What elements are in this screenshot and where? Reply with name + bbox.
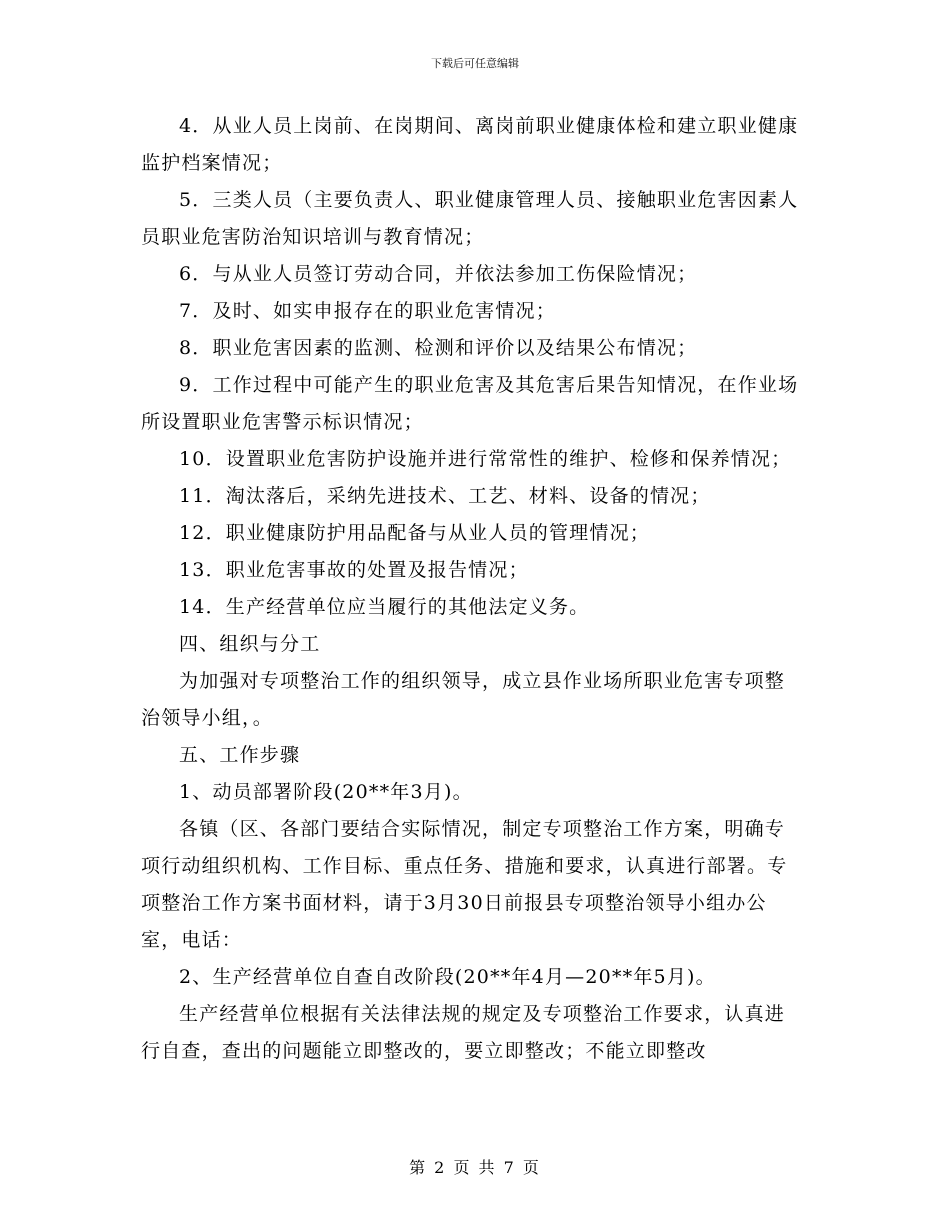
step-heading-1: 1、动员部署阶段(20**年3月)。 [179,781,473,803]
paragraph-item-5: 5．三类人员（主要负责人、职业健康管理人员、接触职业危害因素人员职业危害防治知识培训与教育情况； [141,189,799,248]
paragraph-item-8: 8．职业危害因素的监测、检测和评价以及结果公布情况； [179,337,698,359]
paragraph-item-14: 14．生产经营单位应当履行的其他法定义务。 [179,596,590,618]
paragraph-organization: 为加强对专项整治工作的组织领导，成立县作业场所职业危害专项整治领导小组，。 [141,670,786,729]
paragraph-item-10: 10．设置职业危害防护设施并进行常常性的维护、检修和保养情况； [179,448,792,470]
step-heading-2: 2、生产经营单位自查自改阶段(20**年4月—20**年5月)。 [179,966,716,988]
paragraph-item-4: 4．从业人员上岗前、在岗期间、离岗前职业健康体检和建立职业健康监护档案情况； [141,115,799,174]
paragraph-item-11: 11．淘汰落后，采纳先进技术、工艺、材料、设备的情况； [179,485,711,507]
document-body [141,108,801,1070]
paragraph-item-6: 6．与从业人员签订劳动合同，并依法参加工伤保险情况； [179,263,698,285]
paragraph-step-1: 各镇（区、各部门要结合实际情况，制定专项整治工作方案，明确专项行动组织机构、工作目标、重点任务、措施和要求，认真进行部署。专项整治工作方案书面材料，请于3月30日前报县专项整治领导小组办公室，电话： [141,818,788,951]
paragraph-item-12: 12．职业健康防护用品配备与从业人员的管理情况； [179,522,650,544]
paragraph-step-2: 生产经营单位根据有关法律法规的规定及专项整治工作要求，认真进行自查，查出的问题能立即整改的，要立即整改；不能立即整改 [141,1003,786,1062]
paragraph-item-7: 7．及时、如实申报存在的职业危害情况； [179,300,556,322]
paragraph-item-13: 13．职业危害事故的处置及报告情况； [179,559,529,581]
page-header: 下载后可任意编辑 [431,57,519,70]
section-heading-steps: 五、工作步骤 [179,744,301,766]
paragraph-item-9: 9．工作过程中可能产生的职业危害及其危害后果告知情况，在作业场所设置职业危害警示标识情况； [141,374,799,433]
section-heading-organization: 四、组织与分工 [179,633,321,655]
page-number: 第 2 页 共 7 页 [409,1158,541,1177]
